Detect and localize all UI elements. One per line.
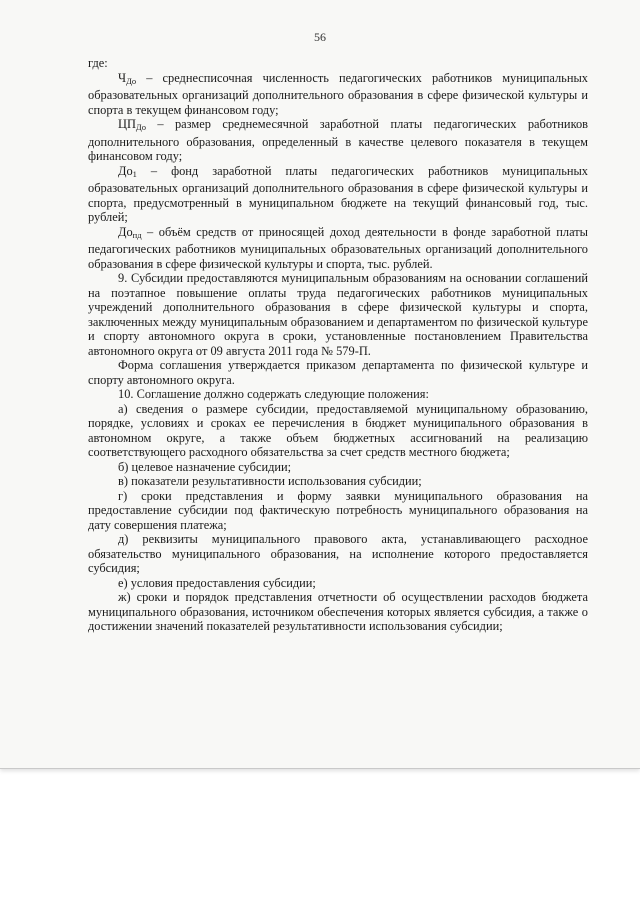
- definition-cpdo: [88, 117, 588, 164]
- definition-dopd: [88, 225, 588, 272]
- list-item-e: е) условия предоставления субсидии;: [118, 575, 316, 590]
- definition-text: – фонд заработной платы педагогических работников муниципальных образовательных организаций дополнительного образования в сфере физической культуры и спорта, предусмотренный в муниципальном бюджете на текущий финансовый год, тыс. рублей;: [88, 163, 588, 224]
- definition-do1: [88, 164, 588, 225]
- definition-text: – среднесписочная численность педагогических работников муниципальных образовательных организаций дополнительного образования в сфере физической культуры и спорта в текущем финансовом году;: [88, 70, 588, 117]
- page-number: 56: [314, 30, 326, 44]
- definition-symbol: До: [118, 224, 133, 239]
- page-text: [88, 56, 588, 634]
- list-item-zh: ж) сроки и порядок представления отчетности об осуществлении расходов бюджета муниципального образования, источником обеспечения которых является субсидия, а также о достижении значений показателей результативности использования субсидии;: [88, 590, 588, 633]
- paragraph-10: 10. Соглашение должно содержать следующие положения:: [118, 387, 429, 401]
- definition-text: – объём средств от приносящей доход деятельности в фонде заработной платы педагогических работников муниципальных образовательных организаций дополнительного образования в сфере физической культуры и спорта, тыс. рублей.: [88, 224, 588, 271]
- definition-subscript: До: [126, 75, 137, 86]
- definition-text: – размер среднемесячной заработной платы педагогических работников дополнительного образования, определенный в качестве целевого показателя в текущем финансовом году;: [88, 117, 588, 163]
- definition-symbol: ЦП: [118, 117, 136, 131]
- list-item-a: а) сведения о размере субсидии, предоставляемой муниципальному образованию, порядке, условиях и сроках ее перечисления в бюджет муниципального образования в автономном округе, а также объем бюджетных ассигнований на реализацию соответствующего расходного обязательства за счет средств местного бюджета;: [88, 401, 588, 459]
- definition-subscript: пд: [132, 229, 142, 240]
- list-item-v: в) показатели результативности использования субсидии;: [118, 474, 422, 488]
- list-item-g: г) сроки представления и форму заявки муниципального образования на предоставление субсидии под фактическую потребность муниципального образования на дату совершения платежа;: [88, 488, 588, 532]
- paragraph-agreement-form: Форма соглашения утверждается приказом департамента по физической культуре и спорту автономного округа.: [88, 358, 588, 387]
- definition-subscript: До: [135, 122, 146, 132]
- intro-text: где:: [88, 56, 108, 70]
- definition-symbol: До: [118, 163, 133, 178]
- list-item-d: д) реквизиты муниципального правового акта, устанавливающего расходное обязательство муниципального образования, на исполнение которого предоставляется субсидия;: [88, 532, 588, 575]
- definition-symbol: Ч: [118, 70, 127, 85]
- list-item-b: б) целевое назначение субсидии;: [118, 459, 292, 474]
- definition-chdo: [88, 71, 588, 118]
- definition-subscript: 1: [132, 168, 137, 179]
- paragraph-9: 9. Субсидии предоставляются муниципальным образованиям на основании соглашений на поэтапное повышение оплаты труда педагогических работников муниципальных учреждений дополнительного образования в сфере физической культуры и спорта, заключенных между муниципальным образованием и департаментом по физической культуре и спорту автономного округа в сроки, установленные постановлением Правительства автономного округа от 09 августа 2011 года № 579-П.: [88, 271, 588, 358]
